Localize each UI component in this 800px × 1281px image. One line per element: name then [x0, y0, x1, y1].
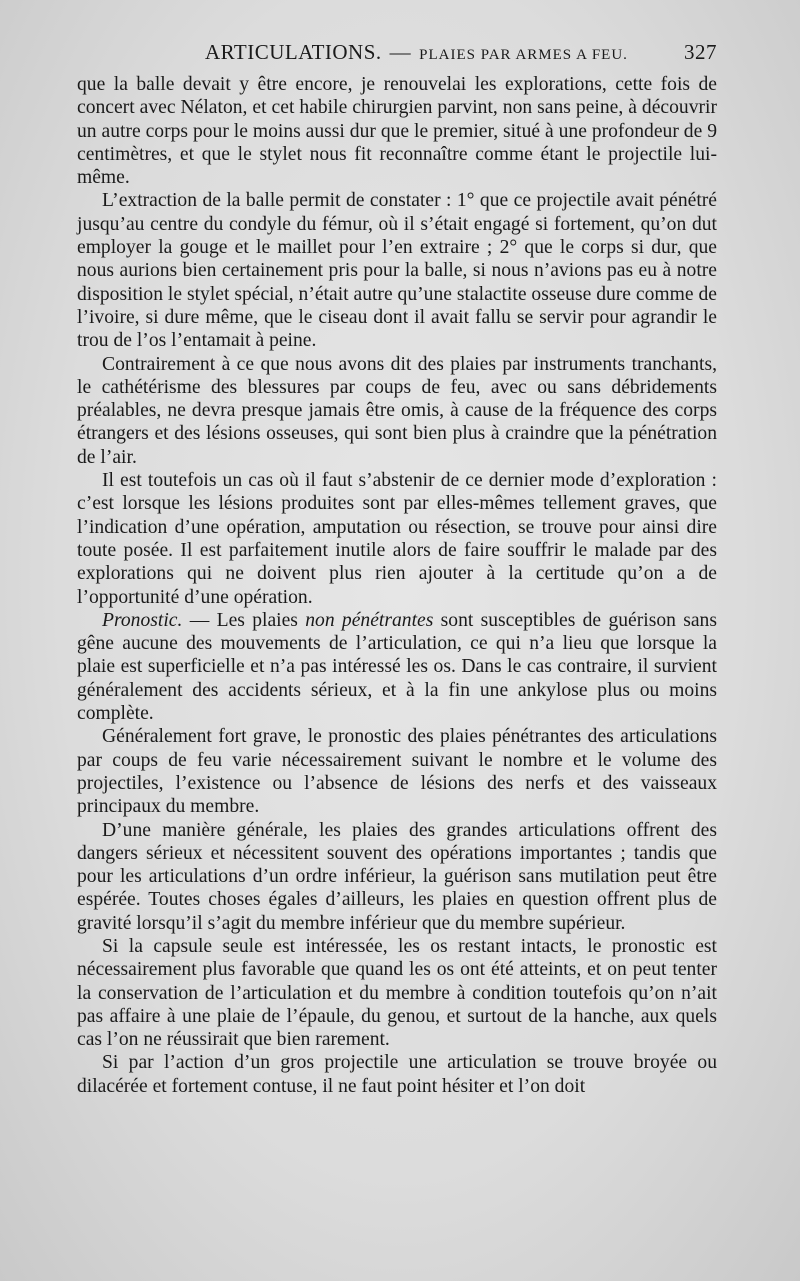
- header-title-group: [205, 40, 628, 65]
- page-number: 327: [684, 40, 717, 64]
- paragraph: D’une manière générale, les plaies des grandes articulations offrent des dangers sérieux et nécessitent souvent des opérations importantes ; tandis que pour les articulations d’un ordre inférieur, la guérison sans mutilation peut être espérée. Toutes choses égales d’ailleurs, les plaies en question offrent plus de gravité lorsqu’il s’agit du membre inférieur que du membre supérieur.: [77, 819, 717, 934]
- paragraph: Il est toutefois un cas où il faut s’abstenir de ce dernier mode d’exploration : c’est lorsque les lésions produites sont par elles-mêmes tellement graves, que l’indication d’une opération, amputation ou résection, se trouve pour ainsi dire toute posée. Il est parfaitement inutile alors de faire souffrir le malade par des explorations qui ne doivent plus rien ajouter à la certitude qu’on a de l’opportunité d’une opération.: [77, 470, 717, 608]
- header-dash: —: [389, 40, 412, 64]
- section-heading-pronostic: Pronostic.: [102, 609, 183, 631]
- paragraph-text: — Les plaies: [182, 609, 306, 631]
- paragraph-continuation: que la balle devait y être encore, je renouvelai les explorations, cette fois de concert avec Nélaton, et cet habile chirurgien parvint, non sans peine, à découvrir un autre corps pour le moins aussi dur que le premier, situé à une profondeur de 9 centimètres, et que le stylet nous fit reconnaître comme étant le projectile lui-même.: [77, 74, 717, 189]
- italic-term: non pénétrantes: [305, 609, 434, 631]
- body-text: [77, 73, 717, 1098]
- paragraph: Généralement fort grave, le pronostic des plaies pénétrantes des articulations par coups de feu varie nécessairement suivant le nombre et le volume des projectiles, l’existence ou l’absence de lésions des nerfs et des vaisseaux principaux du membre.: [77, 726, 717, 818]
- header-title: ARTICULATIONS.: [205, 40, 382, 64]
- paragraph: Contrairement à ce que nous avons dit des plaies par instruments tranchants, le cathétérisme des blessures par coups de feu, avec ou sans débridements préalables, ne devra presque jamais être omis, à cause de la fréquence des corps étrangers et des lésions osseuses, qui sont bien plus à craindre que la pénétration de l’air.: [77, 353, 717, 468]
- paragraph: L’extraction de la balle permit de constater : 1° que ce projectile avait pénétré jusqu’au centre du condyle du fémur, où il s’était engagé si fortement, qu’on dut employer la gouge et le maillet pour l’en extraire ; 2° que le corps si dur, que nous aurions bien certainement pris pour la balle, si nous n’avions pas eu à notre disposition le stylet spécial, n’était autre qu’une stalactite osseuse dure comme de l’ivoire, si dure même, que le ciseau dont il avait fallu se servir pour agrandir le trou de l’os l’entamait à peine.: [77, 190, 717, 352]
- paragraph: Si par l’action d’un gros projectile une articulation se trouve broyée ou dilacérée et fortement contuse, il ne faut point hésiter et l’on doit: [77, 1052, 717, 1097]
- paragraph: Si la capsule seule est intéressée, les os restant intacts, le pronostic est nécessairement plus favorable que quand les os ont été atteints, et on peut tenter la conservation de l’articulation et du membre à condition toutefois qu’on n’ait pas affaire à une plaie de l’épaule, du genou, et surtout de la hanche, aux quels cas l’on ne réussirait que bien rarement.: [77, 935, 717, 1051]
- paragraph-text: sont susceptibles de guérison sans gêne aucune des mouvements de l’articulation, ce qui n’a lieu que lorsque la plaie est superficielle et n’a pas intéressé les os. Dans le cas contraire, il survient généralement des accidents sérieux, et à la fin une ankylose plus ou moins complète.: [77, 609, 717, 725]
- paragraph-pronostic: [77, 609, 717, 725]
- running-header: [77, 40, 717, 70]
- header-subtitle: PLAIES PAR ARMES A FEU.: [419, 47, 628, 63]
